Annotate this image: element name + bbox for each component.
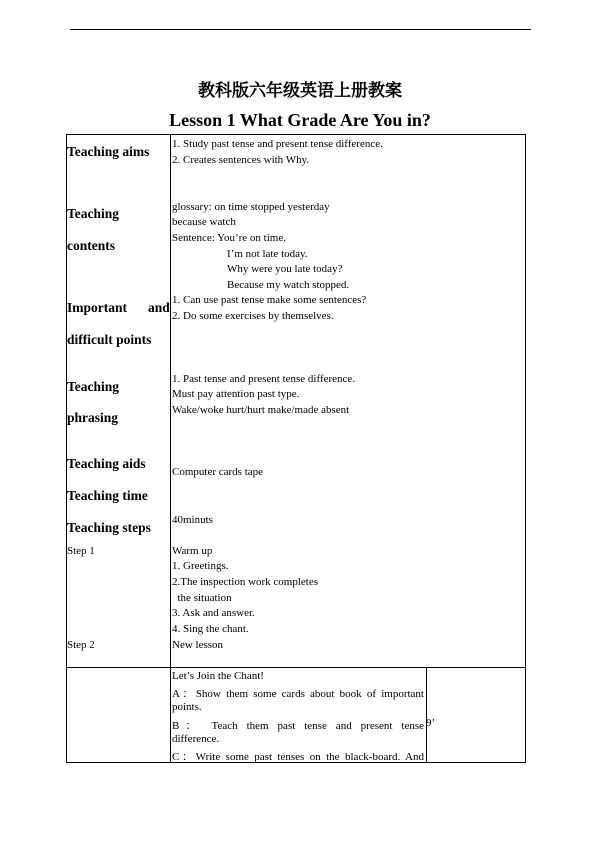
label-teaching-contents-line1: Teaching	[67, 206, 120, 221]
label-teaching-contents-line2: contents	[67, 238, 115, 253]
label-teaching-steps: Teaching steps	[67, 520, 151, 535]
lesson-title: Lesson 1 What Grade Are You in?	[169, 110, 431, 130]
teaching-aids-value: Computer cards tape	[172, 466, 264, 478]
step-line: 3. Ask and answer.	[172, 607, 255, 619]
glossary-line: because watch	[172, 216, 236, 228]
label-teaching-phrasing-line2: phrasing	[67, 410, 119, 425]
column-divider	[170, 134, 171, 763]
label-step-1: Step 1	[67, 545, 95, 557]
chant-line: Let’s Join the Chant!	[172, 670, 264, 682]
step-line: the situation	[172, 592, 232, 604]
sentence-line: I’m not late today.	[227, 248, 308, 260]
activity-a-line: A：Show them some cards about book of important	[172, 688, 424, 700]
step-line: Warm up	[172, 545, 213, 557]
header-rule	[70, 29, 531, 30]
important-point: 1. Can use past tense make some sentences?	[172, 294, 367, 306]
activity-b-line: B： Teach them past tense and present tense	[172, 720, 424, 732]
label-teaching-aids: Teaching aids	[67, 456, 146, 471]
important-point: 2. Do some exercises by themselves.	[172, 310, 334, 322]
activity-c-line: C：Write some past tenses on the black-board. And	[172, 751, 424, 763]
sentence-line: Sentence: You’re on time.	[172, 232, 286, 244]
sentence-line: Because my watch stopped.	[227, 279, 350, 291]
phrasing-line: 1. Past tense and present tense difference.	[172, 373, 356, 385]
label-important-line1a: Important	[67, 300, 127, 315]
activity-a-line: points.	[172, 701, 202, 713]
glossary-line: glossary: on time stopped yesterday	[172, 201, 330, 213]
label-teaching-aims: Teaching aims	[67, 144, 150, 159]
document-title-chinese: 教科版六年级英语上册教案	[198, 81, 402, 101]
sentence-line: Why were you late today?	[227, 263, 343, 275]
lesson-plan-table	[66, 134, 526, 763]
label-teaching-time: Teaching time	[67, 488, 148, 503]
activity-b-line: difference.	[172, 733, 220, 745]
time-column-divider	[426, 667, 427, 763]
label-teaching-phrasing-line1: Teaching	[67, 379, 120, 394]
aims-line: 2. Creates sentences with Why.	[172, 154, 310, 166]
label-step-2: Step 2	[67, 639, 95, 651]
label-important-line1b: and	[148, 300, 170, 315]
step-line: New lesson	[172, 639, 224, 651]
phrasing-line: Must pay attention past type.	[172, 388, 300, 400]
step-line: 1. Greetings.	[172, 560, 229, 572]
teaching-time-value: 40minuts	[172, 514, 213, 526]
aims-line: 1. Study past tense and present tense difference.	[172, 138, 383, 150]
step-line: 2.The inspection work completes	[172, 576, 319, 588]
label-important-line2: difficult points	[67, 332, 152, 347]
phrasing-line: Wake/woke hurt/hurt make/made absent	[172, 404, 350, 416]
step-line: 4. Sing the chant.	[172, 623, 249, 635]
row-divider	[66, 667, 526, 668]
minutes-value: 9’	[426, 717, 436, 729]
